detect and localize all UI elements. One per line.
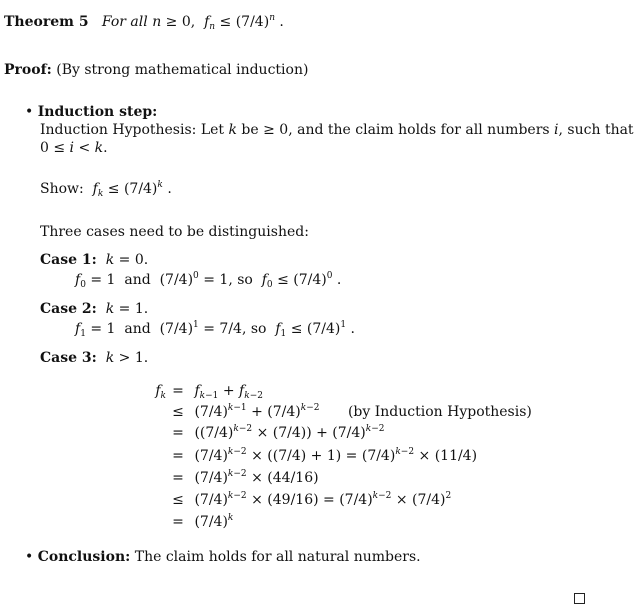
case-1-header: Case 1: k = 0. <box>40 252 149 268</box>
derivation-row: $f_k = f_{k-1} + f_{k-2}$ <box>155 383 263 401</box>
conclusion-heading: Conclusion: <box>37 549 131 565</box>
derivation-row: = $(7/4)^k$ <box>172 513 234 530</box>
theorem-statement: Theorem 5 For all n ≥ 0, $f_n \le (7/4)^n$ . <box>4 13 284 32</box>
proof-method: (By strong mathematical induction) <box>56 62 309 78</box>
qed-icon <box>574 593 585 604</box>
conclusion <box>25 550 421 564</box>
conclusion-text: The claim holds for all natural numbers. <box>134 549 421 565</box>
derivation-row: = $((7/4)^{k-2} \times (7/4)) + (7/4)^{k-2}$ <box>172 424 385 441</box>
cases-intro: Three cases need to be distinguished: <box>40 224 309 240</box>
case-1-body: $f_0 = 1$ and $(7/4)^0 = 1$, so $f_0 \le (7/4)^0$ . <box>75 271 342 290</box>
theorem-label: Theorem 5 <box>4 14 89 30</box>
derivation-row: ≤ $(7/4)^{k-1} + (7/4)^{k-2}$ (by Induction Hypothesis) <box>172 403 532 420</box>
derivation-row: = $(7/4)^{k-2} \times ((7/4) + 1) = (7/4)^{k-2} \times (11/4)$ <box>172 447 478 464</box>
bullet-icon: • <box>25 549 34 565</box>
bullet-icon: • <box>25 104 34 120</box>
proof-label: Proof: <box>4 62 52 78</box>
induction-hypothesis-line1: Induction Hypothesis: Let k be ≥ 0, and the claim holds for all numbers i, such that <box>40 122 634 138</box>
derivation-row: = $(7/4)^{k-2} \times (44/16)$ <box>172 469 319 486</box>
induction-hypothesis-line2: 0 ≤ i < k. <box>40 140 108 156</box>
derivation-row: ≤ $(7/4)^{k-2} \times (49/16) = (7/4)^{k-2} \times (7/4)^2$ <box>172 491 452 508</box>
proof-header <box>4 63 308 77</box>
induction-step-heading: • Induction step: <box>25 104 158 120</box>
derivation-note: (by Induction Hypothesis) <box>347 404 532 420</box>
case-2-header: Case 2: k = 1. <box>40 301 149 317</box>
case-2-body: $f_1 = 1$ and $(7/4)^1 = 7/4$, so $f_1 \le (7/4)^1$ . <box>75 320 356 339</box>
case-3-header: Case 3: k > 1. <box>40 350 149 366</box>
show-line: Show: $f_k \le (7/4)^k$ . <box>40 180 172 199</box>
